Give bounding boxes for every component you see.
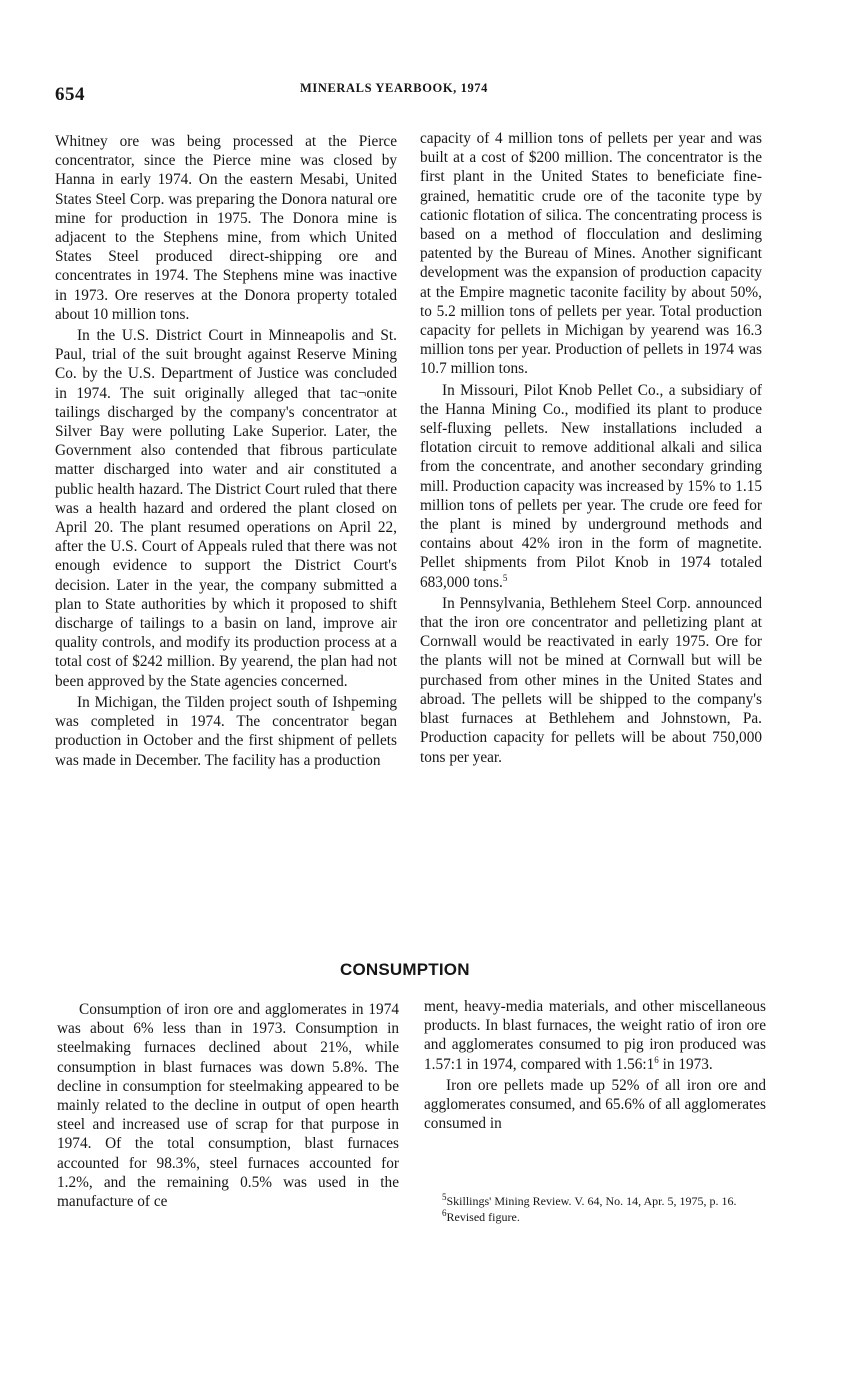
page-number: 654 bbox=[55, 84, 85, 105]
footnote-text: Skillings' Mining Review. V. 64, No. 14, Apr. 5, 1975, p. 16. bbox=[446, 1194, 737, 1208]
footnote-number: 6 bbox=[442, 1208, 447, 1218]
paragraph-text: in 1973. bbox=[662, 1055, 713, 1073]
paragraph-pellets-share: Iron ore pellets made up 52% of all iron ore and agglomerates consumed, and 65.6% of all agglomerates consumed in bbox=[424, 1076, 766, 1133]
bottom-right-column bbox=[424, 997, 766, 1133]
footnotes bbox=[426, 1193, 768, 1225]
bottom-left-column bbox=[57, 1000, 399, 1211]
footnote-reference: 5 bbox=[502, 572, 508, 583]
paragraph-text: In Missouri, Pilot Knob Pellet Co., a subsidiary of the Hanna Mining Co., modified its plant to produce self-fluxing pellets. New installations included a flotation circuit to remove additional alkali and silica from the concentrate, and another secondary grinding mill. Production capacity was increased by 15% to 1.15 million tons of pellets per year. The crude ore feed for the plant is mined by underground methods and contains about 42% iron in the form of magnetite. Pellet shipments from Pilot Knob in 1974 totaled 683,000 tons. bbox=[420, 381, 762, 591]
paragraph-reserve-mining: In the U.S. District Court in Minneapolis and St. Paul, trial of the suit brought against Reserve Mining Co. by the U.S. Department of Justice was concluded in 1974. The suit originally alleged that tac¬onite tailings discharged by the company's concentrator at Silver Bay were polluting Lake Superior. Later, the Government also contended that fibrous particulate matter discharged into water and air constituted a public health hazard. The District Court ruled that there was a health hazard and ordered the plant closed on April 20. The plant resumed operations on April 22, after the U.S. Court of Appeals ruled that there was not enough evidence to support the District Court's decision. Later in the year, the company submitted a plan to State authorities by which it proposed to shift discharge of tailings to a basin on land, improve air quality controls, and modify its production process at a total cost of $242 million. By yearend, the plan had not been approved by the State agencies concerned. bbox=[55, 327, 397, 690]
footnote bbox=[426, 1209, 768, 1225]
paragraph-blast-furnace-ratio bbox=[424, 997, 766, 1074]
top-left-column bbox=[55, 132, 397, 770]
running-head: MINERALS YEARBOOK, 1974 bbox=[300, 81, 489, 95]
paragraph-missouri-pilot-knob bbox=[420, 381, 762, 592]
paragraph-tilden-capacity: capacity of 4 million tons of pellets per year and was built at a cost of $200 million. The concentrator is the first plant in the United States to beneficiate fine-grained, hematitic crude ore of the taconite type by cationic flotation of silica. The concentrating process is based on a method of flocculation and desliming patented by the Bureau of Mines. Another significant development was the expansion of production capacity at the Empire magnetic taconite facility by about 50%, to 5.2 million tons of pellets per year. Total production capacity for pellets in Michigan by yearend was 16.3 million tons per year. Production of pellets in 1974 was 10.7 million tons. bbox=[420, 130, 762, 378]
top-right-column bbox=[420, 129, 762, 767]
footnote-reference: 6 bbox=[654, 1054, 659, 1065]
footnote-number: 5 bbox=[442, 1192, 447, 1202]
paragraph-consumption-overview: Consumption of iron ore and agglomerates in 1974 was about 6% less than in 1973. Consumption in steelmaking furnaces declined about 21%, while consumption in blast furnaces was down 5.8%. The decline in consumption for steelmaking appeared to be mainly related to the decline in output of open hearth steel and increased use of scrap for that purpose in 1974. Of the total consumption, blast furnaces accounted for 98.3%, steel furnaces accounted for 1.2%, and the remaining 0.5% was used in the manufacture of ce bbox=[57, 1001, 399, 1211]
paragraph-pennsylvania-cornwall: In Pennsylvania, Bethlehem Steel Corp. announced that the iron ore concentrator and pelletizing plant at Cornwall would be reactivated in early 1975. Ore for the plants will not be mined at Cornwall but will be purchased from other mines in the United States and abroad. The pellets will be shipped to the company's blast furnaces at Bethlehem and Johnstown, Pa. Production capacity for pellets will be about 750,000 tons per year. bbox=[420, 594, 762, 766]
paragraph-michigan-tilden: In Michigan, the Tilden project south of Ishpeming was completed in 1974. The concentrator began production in October and the first shipment of pellets was made in December. The facility has a production bbox=[55, 693, 397, 769]
paragraph-text: ment, heavy-media materials, and other miscellaneous products. In blast furnaces, the weight ratio of iron ore and agglomerates consumed to pig iron produced was 1.57:1 in 1974, compared with 1.56:1 bbox=[424, 998, 766, 1073]
footnote-text: Revised figure. bbox=[446, 1210, 520, 1224]
footnote bbox=[426, 1193, 768, 1209]
section-heading: CONSUMPTION bbox=[340, 960, 470, 979]
paragraph-whitney-ore: Whitney ore was being processed at the Pierce concentrator, since the Pierce mine was closed by Hanna in early 1974. On the eastern Mesabi, United States Steel Corp. was preparing the Donora natural ore mine for production in 1975. The Donora mine is adjacent to the Stephens mine, from which United States Steel produced direct-shipping ore and concentrates in 1974. The Stephens mine was inactive in 1973. Ore reserves at the Donora property totaled about 10 million tons. bbox=[55, 133, 397, 323]
